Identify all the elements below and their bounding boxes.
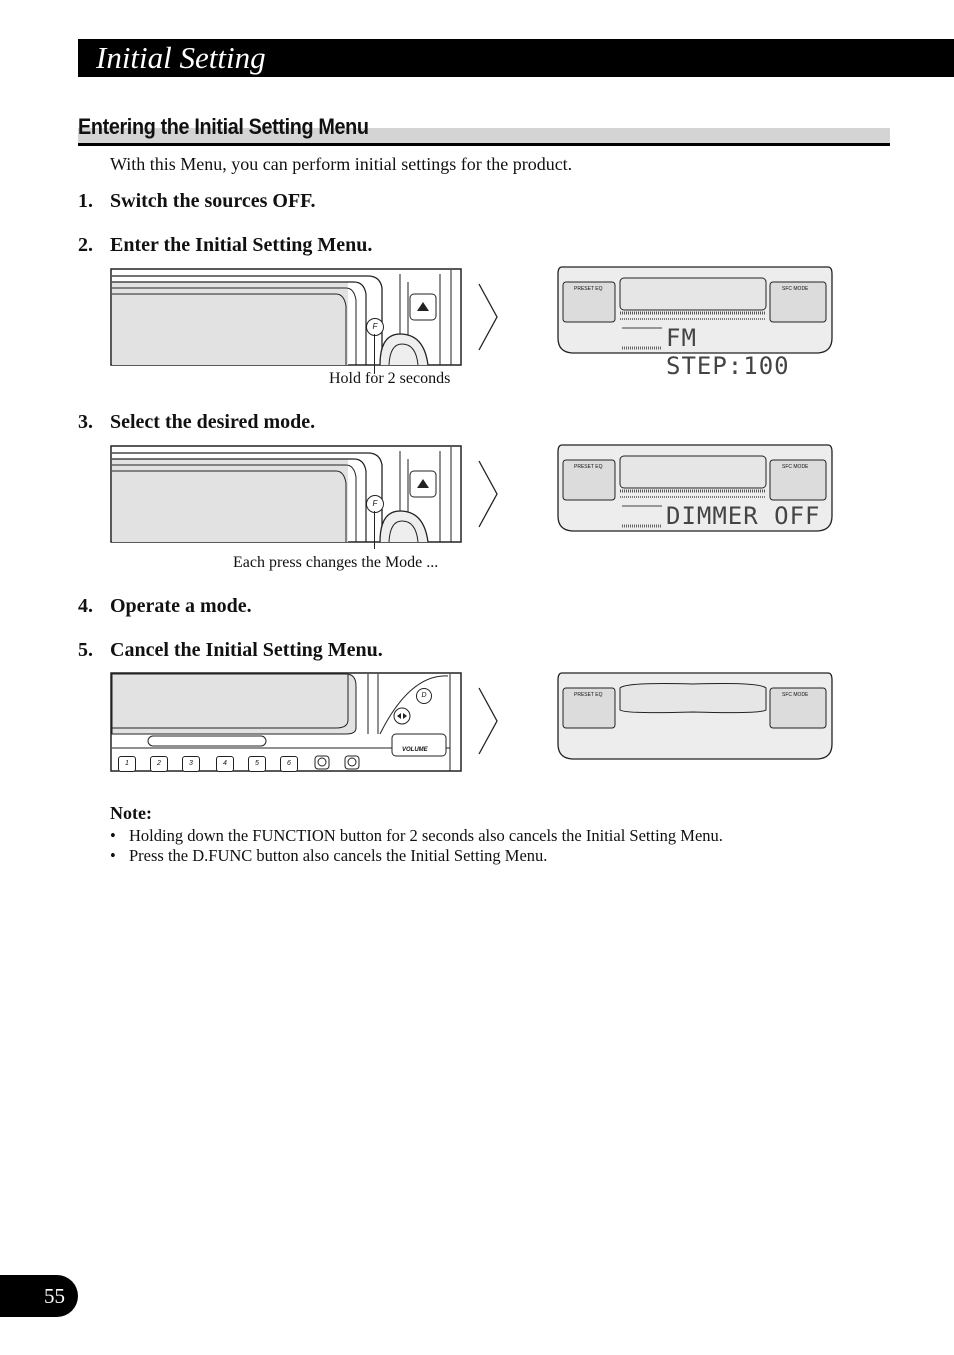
lcd-label-right: SFC MODE xyxy=(782,464,809,470)
bullet: • xyxy=(110,846,116,865)
lcd-label-left: PRESET EQ xyxy=(574,692,603,698)
step-text: Cancel the Initial Setting Menu. xyxy=(110,639,383,661)
lcd-display-3 xyxy=(556,672,834,761)
lcd-frame xyxy=(556,672,834,761)
head-unit-illustration-3 xyxy=(110,672,464,772)
step-3 xyxy=(78,411,315,434)
page-title: Initial Setting xyxy=(96,40,266,75)
function-button: F xyxy=(366,495,384,513)
intro-text: With this Menu, you can perform initial settings for the product. xyxy=(110,154,573,174)
head-unit-illustration-2 xyxy=(110,445,464,543)
section-title: Entering the Initial Setting Menu xyxy=(78,114,369,139)
head-unit-illustration-1 xyxy=(110,268,464,366)
step-2 xyxy=(78,234,372,257)
step-number: 5. xyxy=(78,639,93,661)
preset-button-4: 4 xyxy=(216,756,234,772)
step-number: 2. xyxy=(78,234,93,256)
page-number: 55 xyxy=(44,1284,65,1308)
section-heading xyxy=(78,112,890,146)
step-number: 3. xyxy=(78,411,93,433)
lcd-display-1 xyxy=(556,266,834,380)
step-number: 4. xyxy=(78,595,93,617)
note-text: Holding down the FUNCTION button for 2 seconds also cancels the Initial Setting Menu. xyxy=(129,826,723,845)
d-button: D xyxy=(416,688,432,704)
page-number-tab xyxy=(0,1275,78,1317)
step-text: Operate a mode. xyxy=(110,595,252,617)
callout-line xyxy=(374,334,375,374)
lcd-label-right: SFC MODE xyxy=(782,286,809,292)
lcd-display-2 xyxy=(556,444,834,533)
step-1 xyxy=(78,190,316,213)
section-rule-black xyxy=(78,143,890,146)
preset-button-1: 1 xyxy=(118,756,136,772)
header-bar xyxy=(78,39,954,77)
chevron-right-icon xyxy=(477,459,501,529)
bullet: • xyxy=(110,826,116,845)
chevron-right-icon xyxy=(477,686,501,756)
figure-caption: Hold for 2 seconds xyxy=(329,370,451,387)
step-text: Switch the sources OFF. xyxy=(110,190,316,212)
step-text: Enter the Initial Setting Menu. xyxy=(110,234,373,256)
function-button: F xyxy=(366,318,384,336)
note-item xyxy=(110,846,547,866)
lcd-label-right: SFC MODE xyxy=(782,692,809,698)
note-text: Press the D.FUNC button also cancels the Initial Setting Menu. xyxy=(129,846,548,865)
volume-label: VOLUME xyxy=(402,747,428,753)
step-text: Select the desired mode. xyxy=(110,411,316,433)
step-4 xyxy=(78,595,252,618)
lcd-text: DIMMER OFF xyxy=(666,502,821,530)
chevron-right-icon xyxy=(477,282,501,352)
lcd-label-left: PRESET EQ xyxy=(574,286,603,292)
step-number: 1. xyxy=(78,190,93,212)
preset-button-5: 5 xyxy=(248,756,266,772)
preset-button-2: 2 xyxy=(150,756,168,772)
note-title: Note: xyxy=(110,803,152,823)
step-5 xyxy=(78,639,383,662)
preset-button-3: 3 xyxy=(182,756,200,772)
figure-caption: Each press changes the Mode ... xyxy=(233,554,439,571)
callout-line xyxy=(374,511,375,549)
lcd-text: FM STEP:100 xyxy=(666,324,790,380)
lcd-label-left: PRESET EQ xyxy=(574,464,603,470)
preset-button-6: 6 xyxy=(280,756,298,772)
note-item xyxy=(110,826,723,846)
